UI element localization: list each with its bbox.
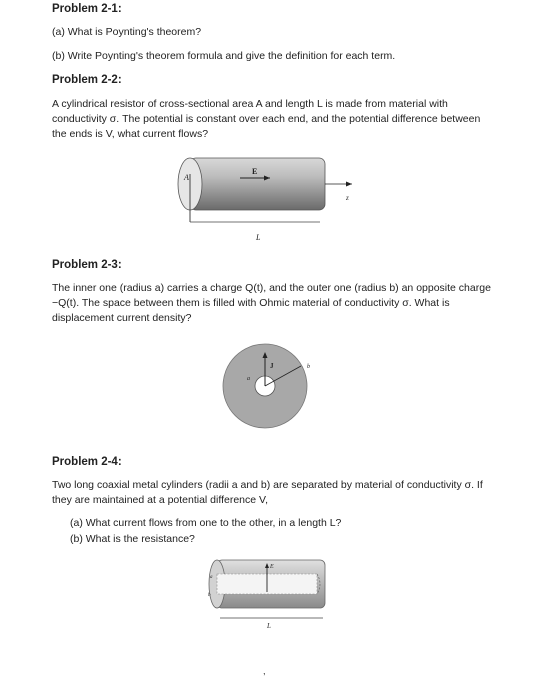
problem-2-4-heading: Problem 2-4: [52, 456, 122, 468]
problem-2-3-heading: Problem 2-3: [52, 259, 122, 271]
problem-2-1-heading: Problem 2-1: [52, 3, 122, 15]
problem-2-3-line-2: −Q(t). The space between them is filled with Ohmic material of conductivity σ. What is [52, 297, 450, 309]
label-L: L [267, 622, 271, 630]
label-a: a [247, 376, 250, 382]
footer-mark: , [263, 666, 266, 676]
resistor-body [190, 158, 325, 210]
coaxial-cylinders-figure [205, 552, 335, 632]
problem-2-2-line-3: the ends is V, what current flows? [52, 128, 209, 140]
problem-2-4-line-2: they are maintained at a potential difference V, [52, 494, 268, 506]
problem-2-4-part-a: (a) What current flows from one to the other, in a length L? [70, 517, 342, 529]
label-a: a [210, 575, 213, 580]
z-axis-head [346, 182, 352, 187]
problem-2-4-line-1: Two long coaxial metal cylinders (radii a and b) are separated by material of conductivity σ. If [52, 479, 483, 491]
problem-2-4-part-b: (b) What is the resistance? [70, 533, 195, 545]
coaxial-cross-section-figure [215, 338, 325, 448]
label-E: E [270, 564, 274, 570]
label-E: E [252, 167, 258, 176]
problem-2-2-heading: Problem 2-2: [52, 74, 122, 86]
problem-2-1-part-b: (b) Write Poynting's theorem formula and give the definition for each term. [52, 50, 396, 62]
problem-2-2-line-1: A cylindrical resistor of cross-sectional area A and length L is made from material with [52, 98, 448, 110]
label-J: J [270, 362, 274, 370]
label-b: b [307, 364, 310, 370]
label-L: L [256, 233, 261, 242]
problem-2-2-line-2: conductivity σ. The potential is constant over each end, and the potential difference between [52, 113, 481, 125]
label-b: b [208, 593, 211, 598]
problem-2-3-line-1: The inner one (radius a) carries a charge Q(t), and the outer one (radius b) an opposite charge [52, 282, 491, 294]
cylindrical-resistor-figure [170, 150, 360, 245]
problem-2-1-part-a: (a) What is Poynting's theorem? [52, 26, 202, 38]
label-z: z [346, 194, 349, 202]
label-A: A [184, 173, 189, 182]
problem-2-3-line-3: displacement current density? [52, 312, 192, 324]
